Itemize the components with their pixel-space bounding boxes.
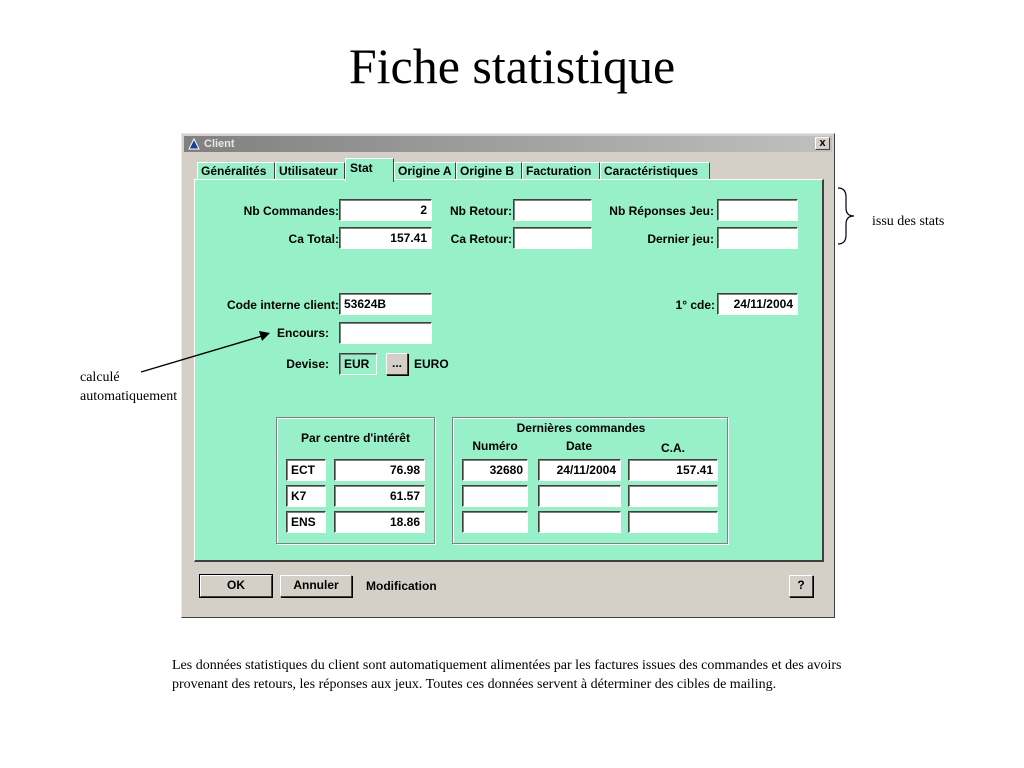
- window-title: Client: [204, 138, 235, 150]
- devise-lookup-button[interactable]: ...: [386, 353, 408, 375]
- centre-interet-code-1[interactable]: ECT: [286, 459, 326, 481]
- code-interne-label: Code interne client:: [226, 298, 339, 312]
- window-titlebar[interactable]: [184, 136, 832, 152]
- centre-interet-value-2[interactable]: 61.57: [334, 485, 425, 507]
- nb-reponses-jeu-label: Nb Réponses Jeu:: [609, 204, 714, 218]
- ok-button[interactable]: OK: [200, 575, 272, 597]
- commande-date-3[interactable]: [538, 511, 621, 533]
- devise-name: EURO: [414, 357, 449, 371]
- tab-caracteristiques[interactable]: Caractéristiques: [600, 162, 710, 180]
- devise-label: Devise:: [286, 357, 329, 371]
- ca-retour-label: Ca Retour:: [450, 232, 512, 246]
- ca-retour-field[interactable]: [513, 227, 592, 249]
- col-ca-header: C.A.: [661, 441, 685, 455]
- tab-facturation[interactable]: Facturation: [522, 162, 600, 180]
- commande-date-2[interactable]: [538, 485, 621, 507]
- annotation-calcule-line1: calculé: [80, 370, 120, 385]
- tab-generalites[interactable]: Généralités: [197, 162, 275, 180]
- premiere-cde-field[interactable]: 24/11/2004: [717, 293, 798, 315]
- centre-interet-title: Par centre d'intérêt: [301, 431, 410, 445]
- slide-caption: Les données statistiques du client sont automatiquement alimentées par les factures issues des commandes et des avoirs provenant des retours, les réponses aux jeux. Toutes ces données servent à déterminer des cibles de mailing.: [172, 658, 842, 692]
- commande-numero-1[interactable]: 32680: [462, 459, 528, 481]
- centre-interet-value-1[interactable]: 76.98: [334, 459, 425, 481]
- curly-brace-icon: [838, 188, 854, 244]
- status-text: Modification: [366, 579, 437, 593]
- col-date-header: Date: [565, 439, 592, 453]
- triangle-app-icon: [188, 138, 200, 150]
- client-dialog: [181, 133, 835, 618]
- nb-retour-field[interactable]: [513, 199, 592, 221]
- encours-field[interactable]: [339, 322, 432, 344]
- tab-origine-b[interactable]: Origine B: [456, 162, 522, 180]
- annuler-button[interactable]: Annuler: [280, 575, 352, 597]
- tab-origine-a[interactable]: Origine A: [394, 162, 456, 180]
- ca-total-label: Ca Total:: [288, 232, 339, 246]
- close-icon[interactable]: x: [815, 137, 830, 150]
- commande-ca-3[interactable]: [628, 511, 718, 533]
- slide-title: Fiche statistique: [348, 38, 676, 94]
- help-button[interactable]: ?: [789, 575, 813, 597]
- tab-utilisateur[interactable]: Utilisateur: [275, 162, 345, 180]
- commande-ca-1[interactable]: 157.41: [628, 459, 718, 481]
- dernier-jeu-label: Dernier jeu:: [647, 232, 714, 246]
- commande-date-1[interactable]: 24/11/2004: [538, 459, 621, 481]
- tab-stat[interactable]: Stat: [345, 158, 394, 182]
- commande-ca-2[interactable]: [628, 485, 718, 507]
- commande-numero-2[interactable]: [462, 485, 528, 507]
- stat-panel: [194, 179, 824, 562]
- centre-interet-code-3[interactable]: ENS: [286, 511, 326, 533]
- commande-numero-3[interactable]: [462, 511, 528, 533]
- nb-retour-label: Nb Retour:: [450, 204, 512, 218]
- annotation-calcule-line2: automatiquement: [80, 389, 178, 404]
- devise-code-field[interactable]: EUR: [339, 353, 377, 375]
- col-numero-header: Numéro: [472, 439, 518, 453]
- premiere-cde-label: 1° cde:: [675, 298, 715, 312]
- nb-commandes-field[interactable]: 2: [339, 199, 432, 221]
- centre-interet-code-2[interactable]: K7: [286, 485, 326, 507]
- nb-commandes-label: Nb Commandes:: [243, 204, 339, 218]
- ca-total-field[interactable]: 157.41: [339, 227, 432, 249]
- encours-label: Encours:: [276, 326, 329, 340]
- annotation-issu-des-stats: issu des stats: [872, 214, 945, 229]
- centre-interet-value-3[interactable]: 18.86: [334, 511, 425, 533]
- nb-reponses-jeu-field[interactable]: [717, 199, 798, 221]
- code-interne-field[interactable]: 53624B: [339, 293, 432, 315]
- dernier-jeu-field[interactable]: [717, 227, 798, 249]
- dernieres-commandes-title: Dernières commandes: [516, 421, 646, 435]
